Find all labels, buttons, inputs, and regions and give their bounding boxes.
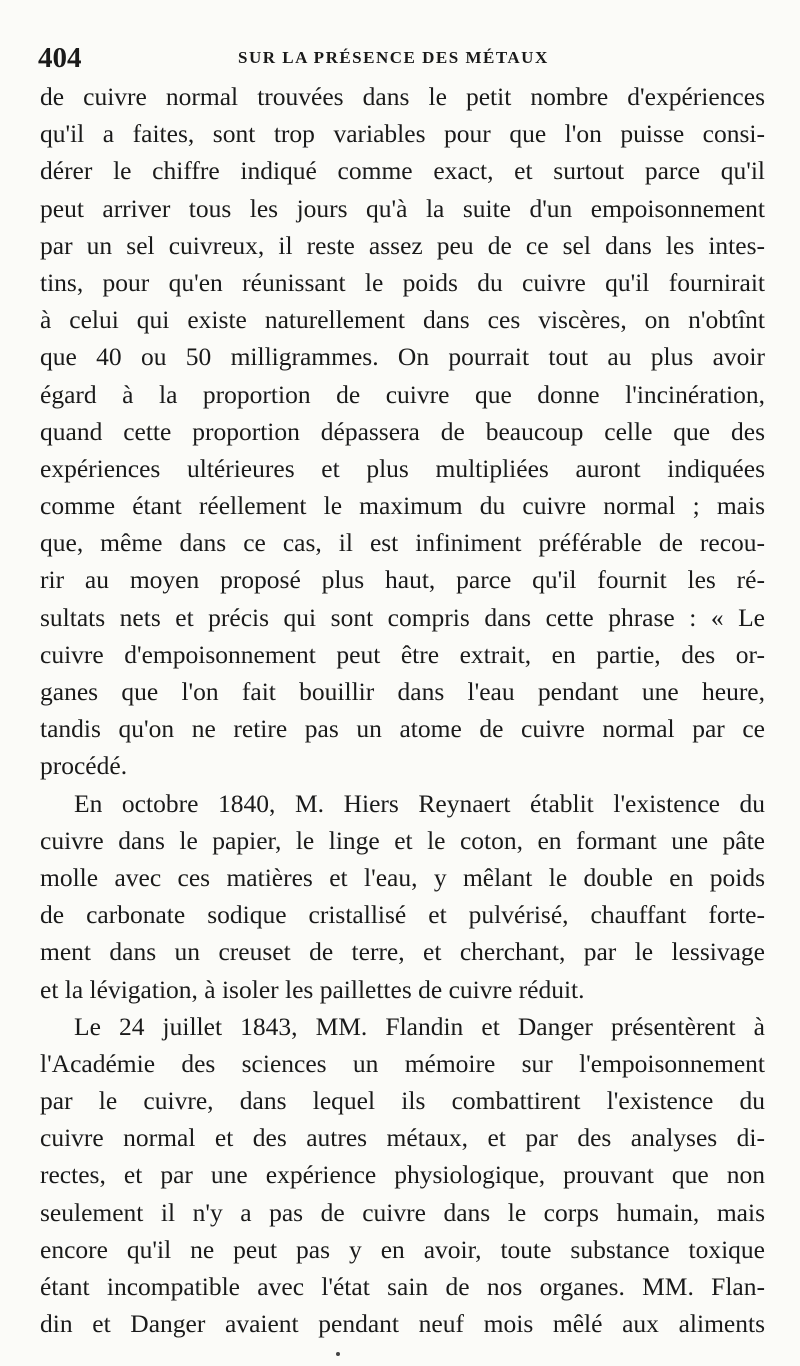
text-line: de carbonate sodique cristallisé et pulvérisé, chauffant forte- <box>40 900 765 930</box>
text-line: ganes que l'on fait bouillir dans l'eau pendant une heure, <box>40 677 765 706</box>
paragraph-start-line: En octobre 1840, M. Hiers Reynaert établit l'existence du <box>74 788 765 818</box>
text-line: seulement il n'y a pas de cuivre dans le corps humain, mais <box>40 1197 765 1227</box>
text-line: expériences ultérieures et plus multipliées auront indiquées <box>40 453 765 483</box>
body-text <box>40 78 765 1342</box>
text-line: quand cette proportion dépassera de beaucoup celle que des <box>40 416 765 446</box>
text-line: sultats nets et précis qui sont compris dans cette phrase : « Le <box>40 602 765 632</box>
paragraph-end-line: et la lévigation, à isoler les paillettes de cuivre réduit. <box>40 974 585 1004</box>
text-line: cuivre dans le papier, le linge et le coton, en formant une pâte <box>40 825 765 855</box>
text-line: à celui qui existe naturellement dans ces viscères, on n'obtînt <box>40 305 765 335</box>
text-line: l'Académie des sciences un mémoire sur l'empoisonnement <box>40 1048 765 1078</box>
text-line: cuivre d'empoisonnement peut être extrait, en partie, des or- <box>40 639 765 669</box>
page-header <box>38 38 766 78</box>
text-line: ment dans un creuset de terre, et cherchant, par le lessivage <box>40 937 765 967</box>
text-line: qu'il a faites, sont trop variables pour que l'on puisse consi- <box>40 119 765 149</box>
paragraph-start-line: Le 24 juillet 1843, MM. Flandin et Danger présentèrent à <box>74 1011 765 1041</box>
text-line: par un sel cuivreux, il reste assez peu de ce sel dans les intes- <box>40 230 765 260</box>
text-line: que, même dans ce cas, il est infiniment préférable de recou- <box>40 528 765 558</box>
text-line: din et Danger avaient pendant neuf mois mêlé aux aliments <box>40 1309 765 1339</box>
text-line: cuivre normal et des autres métaux, et par des analyses di- <box>40 1123 765 1153</box>
running-title: SUR LA PRÉSENCE DES MÉTAUX <box>238 48 549 67</box>
page-number: 404 <box>38 42 82 74</box>
print-speck <box>336 1352 340 1356</box>
text-line: tandis qu'on ne retire pas un atome de cuivre normal par ce <box>40 714 765 744</box>
text-line: étant incompatible avec l'état sain de nos organes. MM. Flan- <box>40 1272 765 1301</box>
text-line: peut arriver tous les jours qu'à la suite d'un empoisonnement <box>40 193 765 223</box>
text-line: égard à la proportion de cuivre que donne l'incinération, <box>40 379 765 409</box>
text-line: molle avec ces matières et l'eau, y mêlant le double en poids <box>40 862 765 892</box>
paragraph-end-line: procédé. <box>40 751 128 781</box>
text-line: par le cuivre, dans lequel ils combattirent l'existence du <box>40 1086 765 1116</box>
text-line: de cuivre normal trouvées dans le petit nombre d'expériences <box>40 82 765 111</box>
text-line: tins, pour qu'en réunissant le poids du cuivre qu'il fournirait <box>40 267 765 297</box>
text-line: rir au moyen proposé plus haut, parce qu'il fournit les ré- <box>40 565 765 595</box>
text-line: rectes, et par une expérience physiologique, prouvant que non <box>40 1160 765 1190</box>
text-line: encore qu'il ne peut pas y en avoir, toute substance toxique <box>40 1234 765 1264</box>
text-line: comme étant réellement le maximum du cuivre normal ; mais <box>40 491 765 521</box>
text-line: dérer le chiffre indiqué comme exact, et surtout parce qu'il <box>40 156 765 186</box>
text-line: que 40 ou 50 milligrammes. On pourrait tout au plus avoir <box>40 342 765 372</box>
